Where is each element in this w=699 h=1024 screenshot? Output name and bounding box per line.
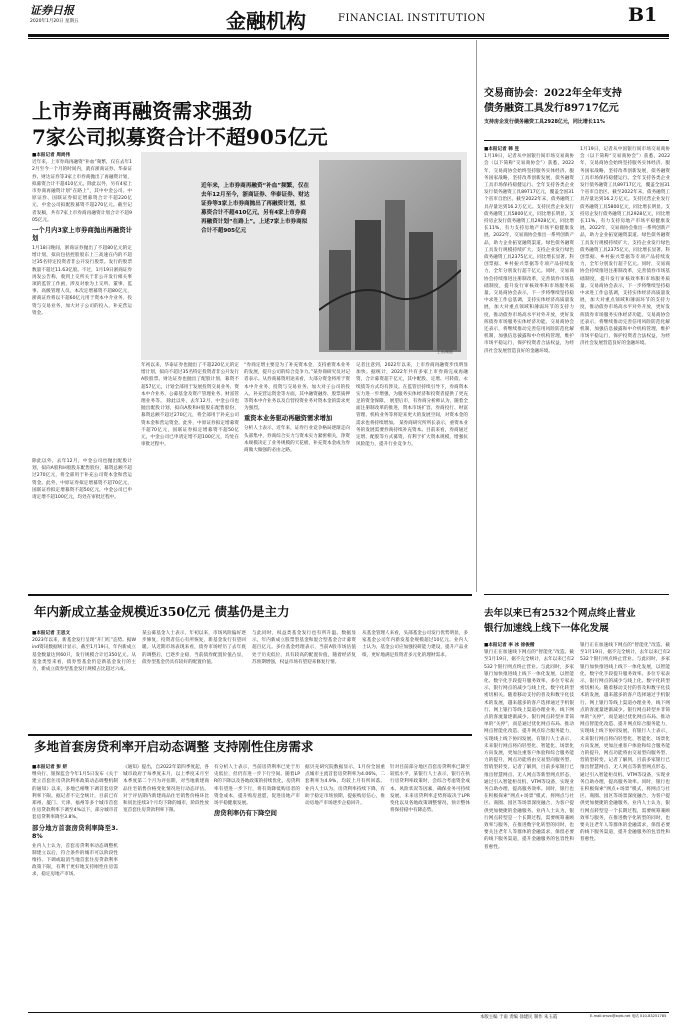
mortgage-subhead2: 房贷利率仍有下降空间: [214, 810, 277, 818]
lead-col1b: [32, 458, 132, 590]
lead-body9: 某券商研究所所长表示，重资本业务的发展需要券商持续补充资本。目前来看，券商通过定增、配股等方式募资，有利于扩大资本规模，增强抗风险能力，提升行业竞争力。: [356, 420, 468, 448]
footer-rule: [28, 1012, 669, 1013]
fund-body2: 某公募基金人士表示，年初以来，市场风险偏好逐步修复，投资者信心有所恢复，新基金发行有望回暖。从近期市场表现来看，债券市场经历了去年底的调整后，已逐步企稳，当前债券配置价值凸显，债券型基金仍具有较好的配置价值。: [142, 631, 246, 665]
mortgage-body6: 针对目前部分地区首套房贷利率已降至较低水平，某银行人士表示，银行在执行房贷利率政策时，会综合考虑资金成本、风险状况等因素，确保业务可持续发展。未来房贷利率走势将取决于LPR变化以及各地政策调整情况，预计整体将保持稳中有降态势。: [390, 765, 470, 814]
masthead-rule: [28, 34, 669, 37]
lead-body1: 近年来，上市券商再融资“补血”频繁，仅在去年12月至今一个月的时间内，就有浙商证券、华泰证券、财达证券等3家上市券商抛出了再融资计划，拟募资合计不超410亿元。除此以外，另有4家上市券商再融资计划“在路上”，其中中金公司、中原证券、国联证券拟定增募资合计不超220亿元，中金公司拟配股募资不超270亿元。截至记者发稿，共有7家上市券商再融资计划合计不超905亿元。: [32, 160, 132, 223]
footer-contact: E-mail:zmzx@zqrb.net 电话 010-83251785: [590, 1014, 667, 1018]
bank-title-line1: 去年以来已有2532个网点终止营业: [484, 608, 636, 619]
nafmii-title-line1: 交易商协会：2022年全年支持: [484, 88, 622, 99]
lead-col4: [356, 362, 468, 590]
mortgage-body3: 《通知》提出，自2022年第四季度起，各城市政府于每季度末月，以上季度末月至本季度第二个月为评估期，对当地新建商品住宅销售价格变化情况进行动态评估。对于评估期内新建商品住宅销售价格环比和同比连续3个月均下降的城市，阶段性放宽首套住房贷款利率下限。: [123, 765, 209, 814]
mortgage-top-rule: [28, 734, 472, 736]
nafmii-body: 1月19日，记者从中国银行间市场交易商协会（以下简称“交易商协会”）获悉，2022年，交易商协会始终坚持服务实体经济、服务国家战略，坚持改革创新发展，债务融资工具市场保持稳健运行。全年支持各类企业发行债务融资工具89717亿元，覆盖全国31个省市自治区。截至2022年末，债务融资工具存量达到16.2万亿元。支持民营企业发行债务融资工具5800亿元，同比增长明显。支持房企发行债务融资工具2928亿元，同比增长11%，有力支持房地产市场平稳健康发展。2022年，交易商协会推出一系列创新产品，助力企业拓宽融资渠道。绿色债务融资工具发行规模持续扩大，支持企业发行绿色债务融资工具2375亿元，同比增长显著。科创票据、乡村振兴票据等专项产品持续发力，全年分别发行超千亿元。同时，交易商协会持续推进注册制改革，完善债券市场基础制度，提升发行审核效率和市场服务质量。交易商协会表示，下一步将继续坚持稳中求进工作总基调，支持实体经济高质量发展，加大对重点领域和薄弱环节的支持力度，推动债券市场高水平对外开放，更好发挥债券市场服务实体经济功能。交易商协会还表示，将继续推动完善信用风险防范化解机制，加强信息披露和中介机构管理，维护市场平稳运行，保护投资者合法权益，为经济社会发展营造良好的金融环境。: [484, 154, 574, 354]
date-line: 2020年1月20日 星期五: [30, 19, 79, 24]
mortgage-body2: 业内人士认为，首套房贷利率动态调整机制建立以后，符合条件的城市可以阶段性维持、下调或取消当地首套住房贷款利率政策下限，有利于更好地支持刚性住房需求，稳定房地产市场。: [32, 843, 118, 878]
fund-byline: ■本报记者 王思文: [32, 631, 71, 636]
mortgage-col2: [123, 764, 209, 1010]
bank-byline: ■本报记者 李 冰 徐俊楷: [484, 643, 535, 648]
lead-body3: 年初以来，华泰证券也抛出了不超220亿元的定增计划，拟向不超过35名特定投资者非公开发行A股股票。财达证券也抛出了配股计划，募资不超57亿元，计划全部用于发展投资交易业务、资本中介业务、公募基金及资产管理业务、财富管理业务等。: [141, 363, 239, 405]
lead-title-line2: 7家公司拟募资合计不超905亿元: [32, 125, 328, 149]
lead-body2-cont: 除此以外，去年12月，中金公司也抛出配股计划，拟向A股和H股股东配售股份，募资总额不超过270亿元，将全部用于补充公司资本金和营运资金。此外，中原证券拟定增募资不超70亿元，国联证券拟定增募资不超50亿元，中金公司已申请定增不超100亿元，均处在审批过程中。: [32, 459, 132, 501]
mortgage-col5: [390, 764, 470, 1010]
bank-body: 银行正在加速线下网点的“智能化”改造。截至1月19日，据不完全统计，去年以来已有2532个银行网点终止营业。与此同时，多家银行加快推进线上线下一体化发展，以智能化、数字化手段提升服务效率。多位专家表示，银行网点的减少与线上化、数字化转型密切相关。随着移动支付的普及和数字化技术的发展，越来越多的客户选择通过手机银行、网上银行等线上渠道办理业务，线下网点的客流量逐渐减少。银行网点转型并非简单的“关停”，而是通过优化网点布局、推动网点智能化改造、提升网点综合服务能力，实现线上线下协同发展。有银行人士表示，未来银行网点将向轻型化、智能化、场景化方向发展，更加注重客户体验和综合服务能力的提升，网点功能将由交易型向服务型、营销型转变。记者了解到，目前多家银行已推出智慧网点、无人网点等新型网点形态，通过引入智能柜员机、VTM等设备，实现业务自助办理，提高服务效率。同时，银行也在积极探索“网点+场景”模式，将网点与社区、商圈、园区等场景深度融合，为客户提供更加便捷的金融服务。业内人士认为，银行网点转型是一个长期过程，需要统筹兼顾效率与服务，在推进数字化转型的同时，也要关注老年人等群体的金融需求，保留必要的线下服务渠道，提升金融服务的包容性和普惠性。: [484, 650, 574, 850]
bank-top-rule: [484, 594, 669, 595]
nafmii-rule: [484, 140, 669, 141]
nafmii-byline: ■本报记者 韩 昱: [484, 147, 520, 152]
nafmii-headline: [484, 86, 674, 127]
fund-body3: 与此同时，权益类基金发行也有所升温。数据显示，年内新成立股票型基金和混合型基金合计募资超百亿元。多位基金经理表示，当前A股市场估值处于历史低位，具有较高的配置价值，随着经济复苏预期增强，权益市场有望迎来修复行情。: [252, 631, 356, 665]
lead-subhead1: 一个月内3家上市券商抛出再融资计划: [32, 227, 132, 243]
bank-col1: [484, 642, 574, 1010]
right-column-divider: [476, 40, 477, 592]
lead-body4: 除此以外，去年12月，中金公司也抛出配股计划，拟向A股和H股股东配售股份，募资总额不超过270亿元，将全部用于补充公司资本金和营运资金。此外，中原证券拟定增募资不超70亿元，国联证券拟定增募资不超50亿元，中金公司已申请定增不超100亿元，均处在审批过程中。: [141, 399, 239, 448]
mortgage-headline: 多地首套房贷利率开启动态调整 支持刚性住房需求: [34, 739, 314, 754]
nafmii-col2: [580, 146, 670, 576]
fund-headline: 年内新成立基金规模近350亿元 债基仍是主力: [34, 604, 290, 619]
mortgage-col3: [214, 764, 300, 1010]
fund-col1: [32, 630, 136, 726]
nafmii-title-line2: 债务融资工具发行89717亿元: [484, 103, 619, 114]
photo-caption: 王东/制图: [437, 350, 453, 354]
section-title-en: FINANCIAL INSTITUTION: [338, 13, 486, 24]
mortgage-body4: 有分析人士表示，当前房贷利率已处于历史低位，但仍有进一步下行空间。随着LPR的下降以及各地政策的持续优化，房贷利率有望进一步下行，将有效降低购房者的资金成本，提升购房意愿，促进房地产市场平稳健康发展。: [214, 765, 300, 807]
mortgage-col1: [32, 764, 118, 1010]
lead-col3: [244, 362, 350, 590]
mortgage-byline: ■本报记者 彭 妍: [32, 765, 68, 770]
page-number: B1: [628, 4, 658, 26]
fund-col3: [252, 630, 356, 726]
mortgage-body5: 据贝壳研究院数据显示，1月份全国重点城市主流首套房贷利率为4.06%，二套利率为4.9%，均较上月有所回落。业内人士认为，房贷利率持续下降，有助于稳定市场预期，提振购房信心，推动房地产市场逐步企稳回升。: [305, 765, 385, 807]
nafmii-col1: [484, 146, 574, 576]
lead-body6: 分析人士表示，近年来，证券行业竞争格局逐渐走向头部集中，券商综合实力与资本实力紧密相关，净资本规模决定了业务规模的天花板，补充资本金成为券商做大做强的必由之路。: [244, 426, 350, 454]
footer-editors: 本版主编 于南 责编 徐建民 制作 朱玉霞: [480, 1015, 558, 1020]
mortgage-col4: [305, 764, 385, 1010]
lead-body7: 记者注意到，2022年以来，上市券商再融资步伐明显加快。据统计，2022年共有多家上市券商完成再融资，合计募资超千亿元，其中配股、定增、可转债、永续债等方式均有涉及。在监管层持续引导下，券商资本实力进一步增强，为服务实体经济和投资者提供了更充足的资金保障。: [356, 363, 468, 405]
lead-headline: [32, 98, 468, 150]
lead-col1: [32, 152, 132, 454]
nafmii-body-cont: 1月19日，记者从中国银行间市场交易商协会（以下简称“交易商协会”）获悉，2022年，交易商协会始终坚持服务实体经济、服务国家战略，坚持改革创新发展，债务融资工具市场保持稳健运行。全年支持各类企业发行债务融资工具89717亿元，覆盖全国31个省市自治区。截至2022年末，债务融资工具存量达到16.2万亿元。支持民营企业发行债务融资工具5800亿元，同比增长明显。支持房企发行债务融资工具2928亿元，同比增长11%，有力支持房地产市场平稳健康发展。2022年，交易商协会推出一系列创新产品，助力企业拓宽融资渠道。绿色债务融资工具发行规模持续扩大，支持企业发行绿色债务融资工具2375亿元，同比增长显著。科创票据、乡村振兴票据等专项产品持续发力，全年分别发行超千亿元。同时，交易商协会持续推进注册制改革，完善债券市场基础制度，提升发行审核效率和市场服务质量。交易商协会表示，下一步将继续坚持稳中求进工作总基调，支持实体经济高质量发展，加大对重点领域和薄弱环节的支持力度，推动债券市场高水平对外开放，更好发挥债券市场服务实体经济功能。交易商协会还表示，将继续推动完善信用风险防范化解机制，加强信息披露和中介机构管理，维护市场平稳运行，保护投资者合法权益，为经济社会发展营造良好的金融环境。: [580, 147, 670, 347]
masthead-rule-thin: [28, 38, 669, 39]
mortgage-subhead1: 部分地方首套房贷利率降至3.8%: [32, 824, 118, 840]
lead-title-line1: 上市券商再融资需求强劲: [32, 99, 252, 123]
photo-illustration: [319, 160, 461, 352]
lead-body2: 1月18日晚间，浙商证券抛出了不超80亿元的定增计划，拟向包括控股股东上三高速在内的不超过35名特定投资者非公开发行股票。发行的股票数量不超过11.63亿股。不过，1月19日浙商证券再发公告称，收到上交所关于非公开发行相关事项的监管工作函，涉及对象为上交所、董事、监事、高级管理人员。本次定增募资不超80亿元，浙商证券将以不超60亿元用于资本中介业务，投资与交易业务，加大对子公司的投入，补充营运资金。: [32, 246, 132, 316]
fund-body1: 2023年以来，新基金发行呈现“开门红”态势。据Wind资讯数据统计显示，截至1月19日，年内新成立基金数量达到60只，发行规模合计近350亿元。从基金类型来看，债券型基金仍是新基金发行的主力，新成立债券型基金发行规模占比超过六成。: [32, 638, 136, 673]
lead-body8: 展望后市，有券商分析师认为，随着全面注册制改革的推进，资本市场扩容，券商投行、财富管理、机构业务等将迎来更大的发展空间，对资本金的需求也将持续增加。: [356, 399, 468, 426]
lead-byline: ■本报记者 周尚伟: [32, 153, 71, 158]
fund-col2: [142, 630, 246, 726]
fund-col4: [362, 630, 468, 726]
mortgage-body1: 继央行、银保监会今年1月5日发布《关于建立首套住房贷款利率政策动态调整机制的通知》以来，多地已相继下调首套房贷利率下限。据记者不完全统计，目前已有郑州、厦门、天津、福州等多个城市首套住房贷款利率下调至4%以下，部分城市首套房贷利率降至3.8%。: [32, 772, 118, 821]
city-buildings-illustration: [319, 160, 461, 352]
section-title: 金融机构: [226, 9, 306, 33]
fund-body4: 从基金管理人来看，头部基金公司发行优势明显，多家基金公司年内新发基金规模超过10亿元。业内人士认为，基金公司应加强投研能力建设，提升产品业绩，更好地满足投资者多元化的理财需求。: [362, 631, 468, 658]
masthead: [0, 0, 699, 36]
bank-body-cont: 银行正在加速线下网点的“智能化”改造。截至1月19日，据不完全统计，去年以来已有2532个银行网点终止营业。与此同时，多家银行加快推进线上线下一体化发展，以智能化、数字化手段提升服务效率。多位专家表示，银行网点的减少与线上化、数字化转型密切相关。随着移动支付的普及和数字化技术的发展，越来越多的客户选择通过手机银行、网上银行等线上渠道办理业务，线下网点的客流量逐渐减少。银行网点转型并非简单的“关停”，而是通过优化网点布局、推动网点智能化改造、提升网点综合服务能力，实现线上线下协同发展。有银行人士表示，未来银行网点将向轻型化、智能化、场景化方向发展，更加注重客户体验和综合服务能力的提升，网点功能将由交易型向服务型、营销型转变。记者了解到，目前多家银行已推出智慧网点、无人网点等新型网点形态，通过引入智能柜员机、VTM等设备，实现业务自助办理，提高服务效率。同时，银行也在积极探索“网点+场景”模式，将网点与社区、商圈、园区等场景深度融合，为客户提供更加便捷的金融服务。业内人士认为，银行网点转型是一个长期过程，需要统筹兼顾效率与服务，在推进数字化转型的同时，也要关注老年人等群体的金融需求，保留必要的线下服务渠道，提升金融服务的包容性和普惠性。: [580, 643, 670, 843]
pull-quote: 近年来，上市券商再融资“补血”频繁，仅在去年12月至今，浙商证券、华泰证券、财达证券等3家上市券商抛出了再融资计划，拟募资合计不超410亿元，另有4家上市券商再融资计划“在路上”。上述7家上市券商拟合计不超905亿元: [201, 183, 310, 234]
bank-title-line2: 银行加速线上线下一体化发展: [484, 623, 609, 634]
nafmii-subtitle: 支持房企发行债务融资工具2928亿元，同比增长11%: [484, 119, 605, 125]
lead-col2: [141, 362, 239, 590]
lead-subhead2: 重资本业务驱动再融资需求增加: [244, 415, 333, 423]
bank-col2: [580, 642, 670, 1010]
lead-body5: “券商定增主要是为了补充资本金，支持重资本业务的发展，提升公司的综合竞争力。”某券商研究员对记者表示。从券商募资用途来看，大部分资金将用于资本中介业务、投资与交易业务、加大对子公司的投入、补充营运资金等方面，其中融资融券、股票质押等资本中介业务以及自营投资业务对资本金的需求更为强烈。: [244, 363, 350, 412]
paper-name: 证券日报: [30, 4, 74, 17]
lead-feature-block: [141, 152, 467, 360]
bank-headline: [484, 606, 674, 636]
fund-top-rule: [28, 594, 472, 596]
